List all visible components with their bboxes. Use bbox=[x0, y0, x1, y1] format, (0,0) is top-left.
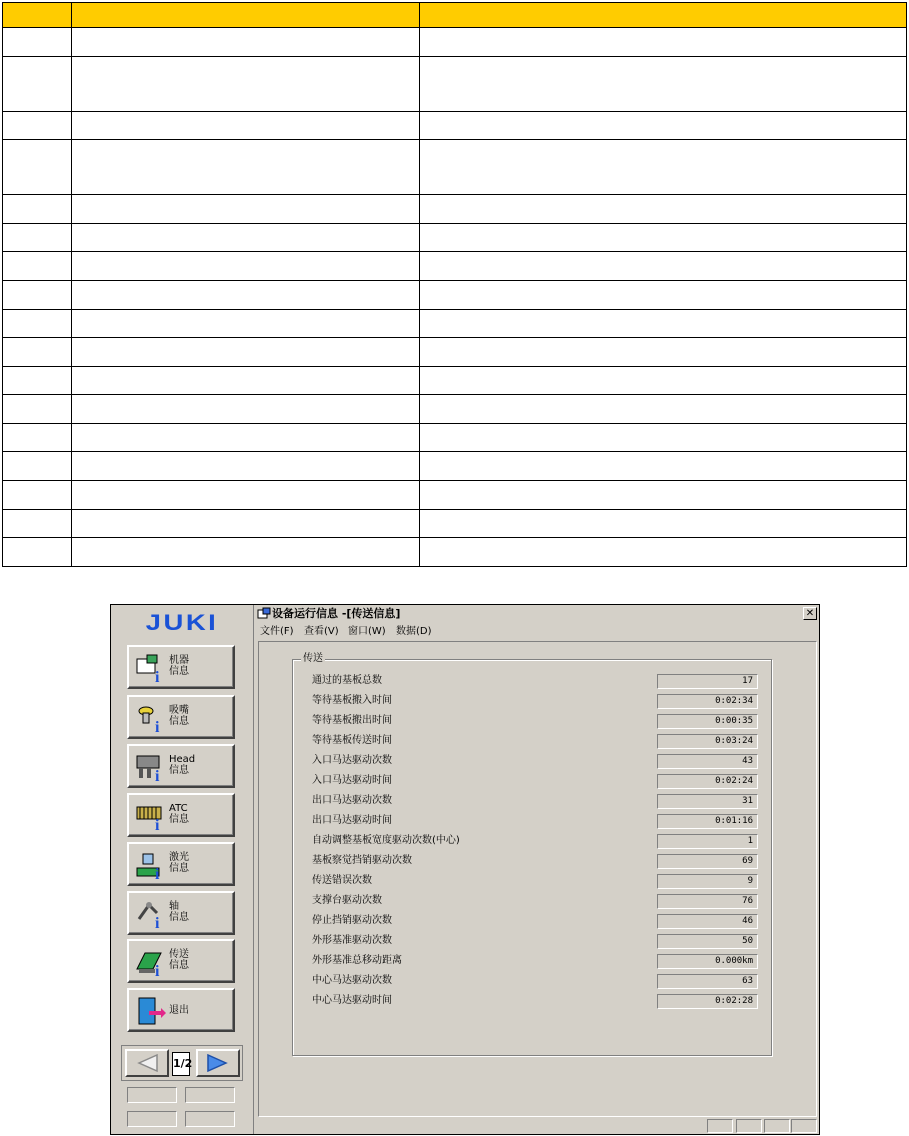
row-label: 入口马达驱动时间 bbox=[312, 775, 392, 786]
table-cell bbox=[420, 395, 907, 424]
row-value-field: 69 bbox=[657, 854, 758, 869]
table-cell bbox=[72, 452, 420, 481]
row-label: 外形基准驱动次数 bbox=[312, 935, 392, 946]
table-cell bbox=[3, 452, 72, 481]
menu-data[interactable]: 数据(D) bbox=[396, 626, 432, 637]
sidebar-button-label: 机器 信息 bbox=[169, 655, 189, 677]
table-row bbox=[3, 538, 907, 567]
menu-view[interactable]: 查看(V) bbox=[304, 626, 339, 637]
table-cell bbox=[3, 366, 72, 395]
status-cell bbox=[707, 1119, 733, 1133]
menu-window[interactable]: 窗口(W) bbox=[348, 626, 386, 637]
table-cell bbox=[72, 223, 420, 252]
row-label: 出口马达驱动次数 bbox=[312, 795, 392, 806]
table-cell bbox=[3, 140, 72, 195]
svg-text:i: i bbox=[155, 866, 160, 880]
axis-info-icon bbox=[135, 899, 167, 929]
sidebar-button-3[interactable] bbox=[127, 744, 235, 788]
sidebar-button-label: 轴 信息 bbox=[169, 901, 189, 923]
row-value-field: 46 bbox=[657, 914, 758, 929]
table-row bbox=[3, 423, 907, 452]
sidebar-button-label: 激光 信息 bbox=[169, 852, 189, 874]
table-cell bbox=[3, 223, 72, 252]
svg-text:i: i bbox=[155, 963, 160, 977]
group-title: 传送 bbox=[303, 653, 323, 664]
table-cell bbox=[72, 366, 420, 395]
table-row bbox=[3, 56, 907, 111]
juki-logo: JUKI bbox=[145, 610, 219, 635]
table-cell bbox=[72, 309, 420, 338]
sidebar-button-label: 传送 信息 bbox=[169, 949, 189, 971]
sidebar-button-7[interactable] bbox=[127, 939, 235, 983]
table-row bbox=[3, 452, 907, 481]
table-cell bbox=[3, 281, 72, 310]
table-cell bbox=[72, 252, 420, 281]
table-cell bbox=[72, 509, 420, 538]
sidebar-button-8[interactable] bbox=[127, 988, 235, 1032]
mdi-child-window bbox=[254, 605, 819, 1134]
table-cell bbox=[72, 338, 420, 367]
row-value-field: 76 bbox=[657, 894, 758, 909]
svg-text:i: i bbox=[155, 669, 160, 683]
table-cell bbox=[3, 56, 72, 111]
table-cell bbox=[420, 309, 907, 338]
exit-door-icon bbox=[135, 996, 167, 1026]
laser-info-icon bbox=[135, 850, 167, 880]
table-cell bbox=[420, 338, 907, 367]
table-row bbox=[3, 252, 907, 281]
table-cell bbox=[420, 366, 907, 395]
row-value-field: 0:03:24 bbox=[657, 734, 758, 749]
page-navigation bbox=[121, 1045, 243, 1081]
table-cell bbox=[72, 481, 420, 510]
row-label: 中心马达驱动时间 bbox=[312, 995, 392, 1006]
sidebar-button-5[interactable] bbox=[127, 842, 235, 886]
row-value-field: 0:02:24 bbox=[657, 774, 758, 789]
table-cell bbox=[3, 111, 72, 140]
sidebar-button-label: 吸嘴 信息 bbox=[169, 705, 189, 727]
table-cell bbox=[3, 423, 72, 452]
conveyor-group-box bbox=[292, 653, 772, 1056]
svg-text:i: i bbox=[155, 817, 160, 831]
nozzle-info-icon bbox=[135, 703, 167, 733]
table-row bbox=[3, 140, 907, 195]
row-label: 等待基板搬入时间 bbox=[312, 695, 392, 706]
row-value-field: 0:02:28 bbox=[657, 994, 758, 1009]
table-cell bbox=[420, 452, 907, 481]
machine-info-icon bbox=[135, 653, 167, 683]
document-table bbox=[2, 2, 907, 567]
table-row bbox=[3, 509, 907, 538]
svg-text:i: i bbox=[155, 915, 160, 929]
table-cell bbox=[420, 223, 907, 252]
row-value-field: 50 bbox=[657, 934, 758, 949]
next-page-button[interactable] bbox=[196, 1049, 240, 1077]
table-cell bbox=[420, 140, 907, 195]
table-cell bbox=[420, 423, 907, 452]
table-cell bbox=[3, 481, 72, 510]
table-row bbox=[3, 366, 907, 395]
table-header-row bbox=[3, 3, 907, 28]
header-cell-3 bbox=[420, 3, 907, 28]
table-row bbox=[3, 481, 907, 510]
sidebar-button-label: ATC 信息 bbox=[169, 803, 189, 825]
table-row bbox=[3, 281, 907, 310]
table-row bbox=[3, 309, 907, 338]
header-cell-1 bbox=[3, 3, 72, 28]
sidebar-button-label: Head 信息 bbox=[169, 754, 196, 776]
sidebar-button-1[interactable] bbox=[127, 645, 235, 689]
row-value-field: 0:02:34 bbox=[657, 694, 758, 709]
table-cell bbox=[420, 28, 907, 57]
arrow-right-icon bbox=[198, 1051, 238, 1075]
table-cell bbox=[72, 538, 420, 567]
table-cell bbox=[3, 252, 72, 281]
blank-slot bbox=[185, 1087, 235, 1103]
status-cell bbox=[764, 1119, 790, 1133]
table-cell bbox=[72, 56, 420, 111]
sidebar-button-6[interactable] bbox=[127, 891, 235, 935]
row-value-field: 9 bbox=[657, 874, 758, 889]
table-cell bbox=[72, 395, 420, 424]
row-label: 入口马达驱动次数 bbox=[312, 755, 392, 766]
menu-file[interactable]: 文件(F) bbox=[260, 626, 294, 637]
table-row bbox=[3, 395, 907, 424]
blank-slot bbox=[127, 1111, 177, 1127]
header-cell-2 bbox=[72, 3, 420, 28]
table-cell bbox=[420, 481, 907, 510]
app-window-icon bbox=[257, 607, 271, 620]
row-label: 基板察觉挡销驱动次数 bbox=[312, 855, 412, 866]
previous-page-button[interactable] bbox=[125, 1049, 169, 1077]
table-cell bbox=[3, 195, 72, 224]
table-cell bbox=[72, 195, 420, 224]
page-indicator: 1/2 bbox=[172, 1052, 190, 1076]
row-label: 停止挡销驱动次数 bbox=[312, 915, 392, 926]
table-row bbox=[3, 223, 907, 252]
table-row bbox=[3, 338, 907, 367]
title-bar bbox=[254, 606, 819, 622]
table-row bbox=[3, 28, 907, 57]
row-label: 中心马达驱动次数 bbox=[312, 975, 392, 986]
table-cell bbox=[72, 140, 420, 195]
atc-info-icon bbox=[135, 801, 167, 831]
table-cell bbox=[72, 423, 420, 452]
conveyor-info-icon bbox=[135, 947, 167, 977]
sidebar-button-label: 退出 bbox=[169, 1005, 189, 1016]
close-button[interactable]: ✕ bbox=[803, 607, 817, 620]
row-label: 出口马达驱动时间 bbox=[312, 815, 392, 826]
blank-slot bbox=[127, 1087, 177, 1103]
status-bar bbox=[254, 1117, 819, 1134]
row-value-field: 43 bbox=[657, 754, 758, 769]
sidebar-button-2[interactable] bbox=[127, 695, 235, 739]
row-value-field: 31 bbox=[657, 794, 758, 809]
svg-text:i: i bbox=[155, 768, 160, 782]
table-cell bbox=[3, 28, 72, 57]
left-navigation-panel bbox=[111, 605, 254, 1134]
table-cell bbox=[72, 281, 420, 310]
status-cell bbox=[736, 1119, 762, 1133]
status-cell bbox=[791, 1119, 817, 1133]
client-area bbox=[258, 641, 817, 1117]
row-label: 等待基板搬出时间 bbox=[312, 715, 392, 726]
table-cell bbox=[420, 56, 907, 111]
table-cell bbox=[72, 111, 420, 140]
table-cell bbox=[72, 28, 420, 57]
row-label: 自动调整基板宽度驱动次数(中心) bbox=[312, 835, 460, 846]
row-label: 外形基准总移动距离 bbox=[312, 955, 402, 966]
table-row bbox=[3, 111, 907, 140]
row-label: 支撑台驱动次数 bbox=[312, 895, 382, 906]
row-value-field: 17 bbox=[657, 674, 758, 689]
table-cell bbox=[3, 309, 72, 338]
blank-slot bbox=[185, 1111, 235, 1127]
table-cell bbox=[3, 538, 72, 567]
table-cell bbox=[3, 509, 72, 538]
table-cell bbox=[420, 509, 907, 538]
window-title: 设备运行信息 -[传送信息] bbox=[272, 607, 401, 620]
svg-text:i: i bbox=[155, 719, 160, 733]
table-cell bbox=[420, 538, 907, 567]
row-value-field: 63 bbox=[657, 974, 758, 989]
table-cell bbox=[420, 111, 907, 140]
table-row bbox=[3, 195, 907, 224]
arrow-left-icon bbox=[127, 1051, 167, 1075]
row-label: 等待基板传送时间 bbox=[312, 735, 392, 746]
sidebar-button-4[interactable] bbox=[127, 793, 235, 837]
row-label: 通过的基板总数 bbox=[312, 675, 382, 686]
head-info-icon bbox=[135, 752, 167, 782]
table-cell bbox=[420, 252, 907, 281]
row-label: 传送错误次数 bbox=[312, 875, 372, 886]
table-cell bbox=[3, 338, 72, 367]
menu-bar bbox=[254, 624, 819, 640]
row-value-field: 0:00:35 bbox=[657, 714, 758, 729]
juki-app-window bbox=[110, 604, 820, 1135]
row-value-field: 0:01:16 bbox=[657, 814, 758, 829]
table-cell bbox=[420, 281, 907, 310]
row-value-field: 1 bbox=[657, 834, 758, 849]
row-value-field: 0.000km bbox=[657, 954, 758, 969]
table-cell bbox=[420, 195, 907, 224]
table-cell bbox=[3, 395, 72, 424]
